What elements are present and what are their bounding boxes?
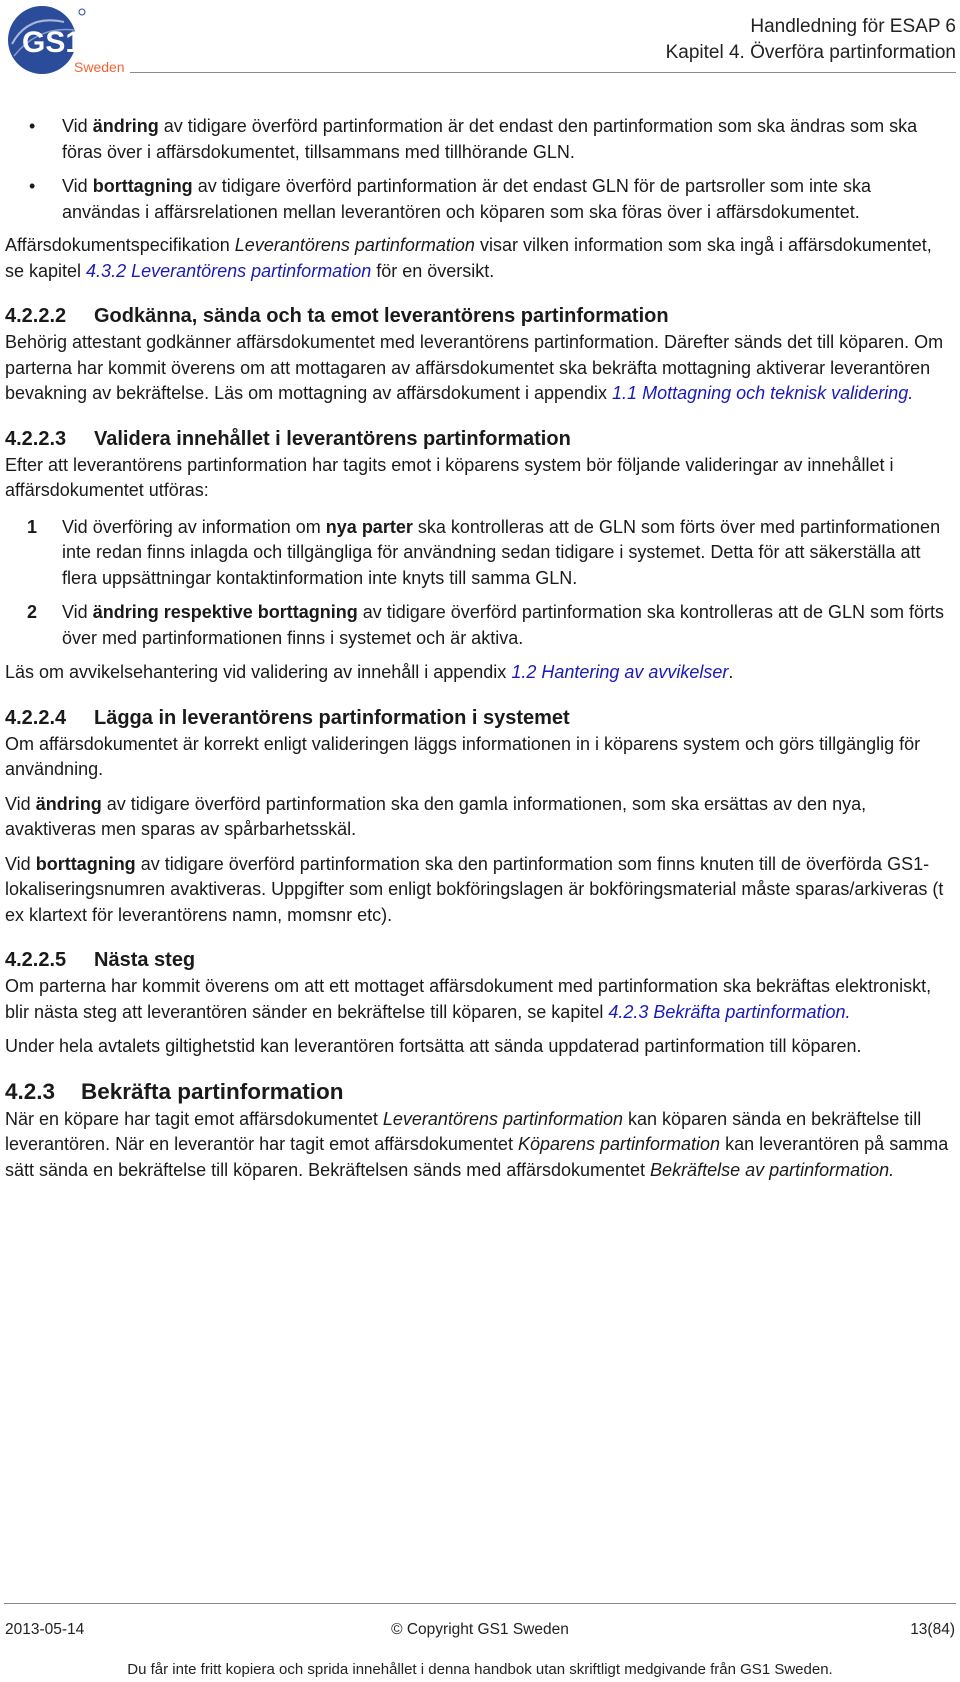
paragraph: Om parterna har kommit överens om att ett mottaget affärsdokument med partinformation ska bekräftas elektroniskt, blir nästa steg att leverantören sänder en bekräftelse till köparen, se kapitel 4.2.3 Bekräfta partinformation. [5,976,932,1022]
chapter-link[interactable]: 4.2.3 Bekräfta partinformation. [608,1001,851,1022]
section-heading: 4.2.2.3 Validera innehållet i leverantörens partinformation [5,427,571,450]
bullet-item: • Vid ändring av tidigare överförd partinformation är det endast den partinformation som ska ändras som ska föras över i affärsdokumentet, tillsammans med tillhörande GLN. [5,114,953,165]
logo-sub: Sweden [74,59,124,75]
appendix-link[interactable]: 1.1 Mottagning och teknisk validering. [612,383,914,403]
bullet-marker: • [29,176,36,196]
numbered-item: 2 Vid ändring respektive borttagning av tidigare överförd partinformation ska kontrolleras att de GLN som förts över med partinformationen finns i systemet och är aktiva. [5,600,953,651]
document-title: Handledning för ESAP 6 [750,16,956,37]
paragraph: Behörig attestant godkänner affärsdokumentet med leverantörens partinformation. Därefter sänds det till köparen. Om parterna har kommit överens om att mottagaren av affärsdokumentet ska bekräfta mottagning aktiverar leverantören bevakning av bekräftelse. Läs om mottagning av affärsdokument i appendix 1.1 Mottagning och teknisk validering. [5,332,944,403]
item-number: 1 [27,516,38,537]
document-header [666,14,956,66]
section-heading: 4.2.2.2 Godkänna, sända och ta emot leverantörens partinformation [5,305,669,327]
footer-copyright: © Copyright GS1 Sweden [391,1621,569,1638]
paragraph: Vid ändring av tidigare överförd partinformation ska den gamla informationen, som ska ersättas av den nya, avaktiveras men sparas av spårbarhetsskäl. [5,793,867,839]
footer-page-number: 13(84) [910,1621,955,1638]
logo-text: GS1 [22,26,83,59]
gs1-sweden-logo [4,4,124,76]
appendix-link[interactable]: 1.2 Hantering av avvikelser [511,662,729,682]
bullet-marker: • [29,116,36,136]
section-heading: 4.2.2.5 Nästa steg [5,949,196,971]
paragraph: Affärsdokumentspecifikation Leverantörens partinformation visar vilken information som ska ingå i affärsdokumentet, se kapitel 4.3.2 Leverantörens partinformation för en översikt. [5,235,932,281]
header-divider [130,72,956,73]
paragraph: Under hela avtalets giltighetstid kan leverantören fortsätta att sända uppdaterad partinformation till köparen. [5,1036,862,1056]
paragraph: Läs om avvikelsehantering vid validering av innehåll i appendix 1.2 Hantering av avvikelser. [5,662,734,682]
document-body [5,114,953,1183]
bullet-item: • Vid borttagning av tidigare överförd partinformation är det endast GLN för de partsroller som inte ska användas i affärsrelationen mellan leverantören och köparen som ska föras över i affärsdokumentet. [5,174,953,225]
chapter-link[interactable]: 4.3.2 Leverantörens partinformation [86,260,372,281]
section-heading: 4.2.2.4 Lägga in leverantörens partinformation i systemet [5,706,570,729]
item-number: 2 [27,602,38,622]
numbered-item: 1 Vid överföring av information om nya parter ska kontrolleras att de GLN som förts över med partinformationen inte redan finns inlagda och tillgängliga för användning sedan tidigare i systemet. Detta för att säkerställa att flera uppsättningar kontaktinformation inte knyts till samma GLN. [5,515,953,592]
paragraph: När en köpare har tagit emot affärsdokumentet Leverantörens partinformation kan köparen sända en bekräftelse till leverantören. När en leverantör har tagit emot affärsdokumentet Köparens partinformation kan leverantören på samma sätt sända en bekräftelse till köparen. Bekräftelsen sänds med affärsdokumentet Bekräftelse av partinformation. [5,1108,949,1180]
section-heading: 4.2.3 Bekräfta partinformation [5,1078,344,1104]
footer-divider [4,1603,956,1604]
paragraph: Efter att leverantörens partinformation har tagits emot i köparens system bör följande valideringar av innehållet i affärsdokumentet utföras: [5,454,894,500]
chapter-title: Kapitel 4. Överföra partinformation [665,42,956,63]
paragraph: Om affärsdokumentet är korrekt enligt valideringen läggs informationen in i köparens system och görs tillgänglig för användning. [5,733,921,779]
footer-notice: Du får inte fritt kopiera och sprida innehållet i denna handbok utan skriftligt medgivande från GS1 Sweden. [127,1661,833,1678]
footer-date: 2013-05-14 [5,1621,85,1638]
paragraph: Vid borttagning av tidigare överförd partinformation ska den partinformation som finns knuten till de överförda GS1-lokaliseringsnumren avaktiveras. Uppgifter som enligt bokföringslagen är bokföringsmaterial måste sparas/arkiveras (t ex klartext för leverantörens namn, momsnr etc). [5,853,944,925]
